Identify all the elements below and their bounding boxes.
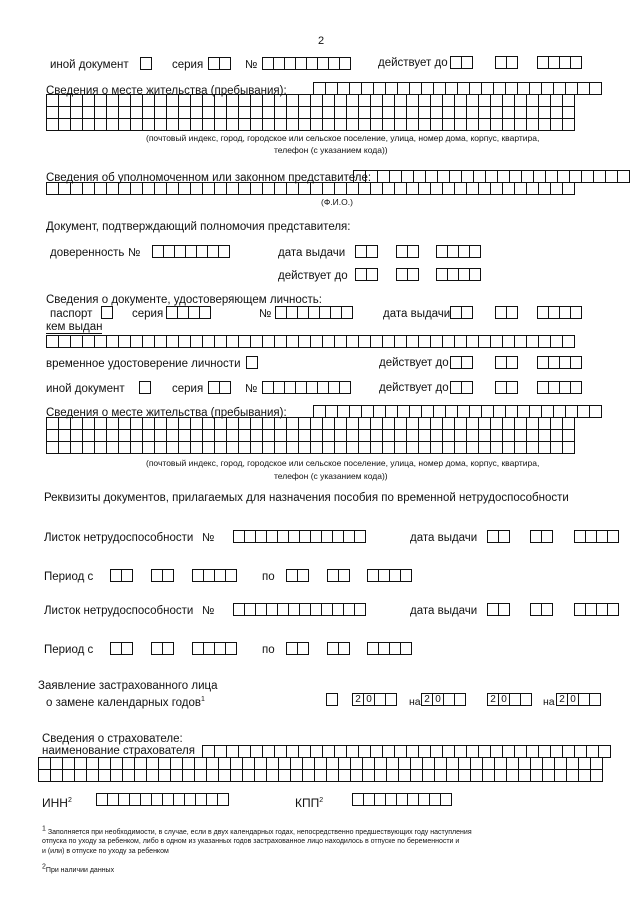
inn-label-text: ИНН bbox=[42, 796, 68, 810]
kpp-field[interactable] bbox=[352, 793, 451, 806]
address-hint-2: телефон (с указанием кода)) bbox=[274, 145, 388, 155]
id-other-number-label: № bbox=[245, 383, 258, 395]
footnote-1-mark: 1 bbox=[42, 825, 46, 833]
representative-grid-top[interactable] bbox=[353, 170, 629, 182]
issued-by-underline bbox=[46, 333, 102, 334]
address-hint-1: (почтовый индекс, город, городское или сельское поселение, улица, номер дома, корпус, квартира, bbox=[146, 133, 540, 143]
temp-id-valid-label: действует до bbox=[379, 357, 449, 369]
proxy-issue-day[interactable] bbox=[355, 245, 377, 258]
id-other-valid-year[interactable] bbox=[537, 381, 581, 394]
sick-leave-1-number-label: № bbox=[202, 532, 215, 544]
other-doc-label: иной документ bbox=[50, 59, 129, 71]
period-2-from-label: Период с bbox=[44, 644, 94, 656]
period-1-from-day[interactable] bbox=[110, 569, 132, 582]
sick-leave-2-issue-label: дата выдачи bbox=[410, 605, 478, 617]
temp-id-valid-day[interactable] bbox=[450, 356, 472, 369]
temp-id-label: временное удостоверение личности bbox=[46, 358, 241, 370]
statement-label-2 bbox=[46, 698, 205, 710]
proxy-label: доверенность bbox=[50, 247, 125, 259]
footnote-1-text-1: Заполняется при необходимости, в случае, если в двух календарных годах, непосредственно предшествующих году наступления bbox=[47, 829, 472, 836]
sick-leave-1-issue-month[interactable] bbox=[530, 530, 552, 543]
passport-series-field[interactable] bbox=[166, 306, 210, 319]
representative-grid[interactable] bbox=[46, 182, 574, 194]
period-2-to-day[interactable] bbox=[286, 642, 308, 655]
proxy-valid-year[interactable] bbox=[436, 268, 480, 281]
proxy-valid-month[interactable] bbox=[396, 268, 418, 281]
footnote-ref-1: 1 bbox=[201, 696, 205, 704]
authority-label: Документ, подтверждающий полномочия представителя: bbox=[46, 221, 351, 233]
valid-until-label: действует до bbox=[378, 57, 448, 69]
valid-until-month[interactable] bbox=[495, 56, 517, 69]
footnote-ref-2-kpp: 2 bbox=[319, 797, 324, 804]
footnote-ref-2-inn: 2 bbox=[67, 797, 72, 804]
number-label: № bbox=[245, 59, 258, 71]
insurer-label: Сведения о страхователе: bbox=[42, 733, 183, 745]
period-1-from-label: Период с bbox=[44, 571, 94, 583]
id-residence-grid-top[interactable] bbox=[313, 405, 601, 417]
id-residence-label: Сведения о месте жительства (пребывания): bbox=[46, 407, 287, 419]
statement-checkbox[interactable] bbox=[326, 693, 337, 706]
period-2-from-year[interactable] bbox=[192, 642, 236, 655]
proxy-issue-label: дата выдачи bbox=[278, 247, 346, 259]
id-address-hint-1: (почтовый индекс, город, городское или сельское поселение, улица, номер дома, корпус, квартира, bbox=[146, 458, 540, 468]
id-other-valid-label: действует до bbox=[379, 382, 449, 394]
residence-grid[interactable] bbox=[46, 94, 574, 130]
id-other-series-field[interactable] bbox=[208, 381, 230, 394]
year-2-to-d1: 2 bbox=[556, 693, 568, 706]
year-1-from-d1: 2 bbox=[352, 693, 364, 706]
sick-leave-2-label: Листок нетрудоспособности bbox=[44, 605, 194, 617]
id-other-valid-day[interactable] bbox=[450, 381, 472, 394]
identity-label: Сведения о документе, удостоверяющем личность: bbox=[46, 294, 322, 306]
footnote-1-line-3: и (или) в отпуске по уходу за ребенком bbox=[42, 847, 169, 855]
year-2-from-d1: 2 bbox=[487, 693, 499, 706]
passport-issue-day[interactable] bbox=[450, 306, 472, 319]
id-other-valid-month[interactable] bbox=[495, 381, 517, 394]
year-1-to-label: на bbox=[409, 696, 421, 708]
id-address-hint-2: телефон (с указанием кода)) bbox=[274, 471, 388, 481]
issued-by-label: кем выдан bbox=[46, 321, 103, 333]
footnote-2-text: При наличии данных bbox=[45, 867, 115, 874]
id-other-series-label: серия bbox=[172, 383, 204, 395]
residence-grid-top[interactable] bbox=[313, 82, 601, 94]
footnote-1 bbox=[42, 825, 472, 856]
sick-leave-1-issue-label: дата выдачи bbox=[410, 532, 478, 544]
footnote-2 bbox=[42, 863, 115, 875]
year-2-from-d2: 0 bbox=[498, 693, 510, 706]
passport-checkbox[interactable] bbox=[101, 306, 112, 319]
year-1-from-d2: 0 bbox=[363, 693, 375, 706]
series-field[interactable] bbox=[208, 57, 230, 70]
period-1-from-month[interactable] bbox=[151, 569, 173, 582]
year-2-to[interactable] bbox=[556, 693, 600, 706]
period-1-to-day[interactable] bbox=[286, 569, 308, 582]
footnote-1-line-2: отпуска по уходу за ребенком, либо в одном из указанных годов застрахованное лицо находилось в отпуске по беременности и bbox=[42, 838, 460, 846]
passport-number-label: № bbox=[259, 308, 272, 320]
id-other-doc-label: иной документ bbox=[46, 383, 125, 395]
footnote-2-mark: 2 bbox=[42, 863, 46, 871]
proxy-issue-year[interactable] bbox=[436, 245, 480, 258]
footnote-1-line-1 bbox=[42, 825, 472, 837]
temp-id-checkbox[interactable] bbox=[246, 356, 257, 369]
proxy-valid-day[interactable] bbox=[355, 268, 377, 281]
period-1-to-label: по bbox=[262, 571, 275, 583]
fio-hint: (Ф.И.О.) bbox=[321, 197, 353, 207]
series-label: серия bbox=[172, 59, 204, 71]
insurer-name-grid-top[interactable] bbox=[202, 745, 610, 757]
year-2-to-d2: 0 bbox=[567, 693, 579, 706]
passport-issue-year[interactable] bbox=[537, 306, 581, 319]
period-1-to-month[interactable] bbox=[327, 569, 349, 582]
year-2-to-label: на bbox=[543, 696, 555, 708]
kpp-label-text: КПП bbox=[295, 796, 320, 810]
representative-label: Сведения об уполномоченном или законном представителе: bbox=[46, 172, 372, 184]
year-2-from[interactable] bbox=[487, 693, 531, 706]
valid-until-year[interactable] bbox=[537, 56, 581, 69]
sick-leave-2-issue-year[interactable] bbox=[574, 603, 618, 616]
inn-field[interactable] bbox=[96, 793, 228, 806]
year-1-to[interactable] bbox=[421, 693, 465, 706]
period-2-to-year[interactable] bbox=[367, 642, 411, 655]
id-residence-grid[interactable] bbox=[46, 417, 574, 453]
proxy-issue-month[interactable] bbox=[396, 245, 418, 258]
kpp-label bbox=[295, 797, 323, 809]
sick-leave-2-number[interactable] bbox=[233, 603, 365, 616]
sick-leave-2-issue-day[interactable] bbox=[487, 603, 509, 616]
inn-label bbox=[42, 797, 72, 809]
period-1-to-year[interactable] bbox=[367, 569, 411, 582]
other-doc-checkbox[interactable] bbox=[140, 57, 151, 70]
id-other-doc-checkbox[interactable] bbox=[139, 381, 150, 394]
statement-label-1: Заявление застрахованного лица bbox=[38, 680, 218, 692]
period-1-from-year[interactable] bbox=[192, 569, 236, 582]
temp-id-valid-month[interactable] bbox=[495, 356, 517, 369]
attached-label: Реквизиты документов, прилагаемых для назначения пособия по временной нетрудоспособности bbox=[44, 492, 569, 504]
year-1-to-d1: 2 bbox=[421, 693, 433, 706]
passport-number-field[interactable] bbox=[275, 306, 352, 319]
year-1-to-d2: 0 bbox=[432, 693, 444, 706]
sick-leave-1-issue-year[interactable] bbox=[574, 530, 618, 543]
sick-leave-2-issue-month[interactable] bbox=[530, 603, 552, 616]
sick-leave-1-label: Листок нетрудоспособности bbox=[44, 532, 194, 544]
passport-label: паспорт bbox=[50, 308, 93, 320]
page-number: 2 bbox=[318, 35, 325, 47]
residence-label: Сведения о месте жительства (пребывания): bbox=[46, 85, 287, 97]
period-2-to-month[interactable] bbox=[327, 642, 349, 655]
insurer-name-grid[interactable] bbox=[38, 757, 602, 781]
passport-issue-month[interactable] bbox=[495, 306, 517, 319]
number-field[interactable] bbox=[262, 57, 350, 70]
statement-label-2-text: о замене календарных годов bbox=[46, 697, 202, 709]
insurer-name-label: наименование страхователя bbox=[42, 745, 195, 757]
sick-leave-1-number[interactable] bbox=[233, 530, 365, 543]
period-2-from-month[interactable] bbox=[151, 642, 173, 655]
temp-id-valid-year[interactable] bbox=[537, 356, 581, 369]
period-2-from-day[interactable] bbox=[110, 642, 132, 655]
passport-issue-label: дата выдачи bbox=[383, 308, 451, 320]
issued-by-grid[interactable] bbox=[46, 335, 574, 347]
sick-leave-2-number-label: № bbox=[202, 605, 215, 617]
proxy-valid-label: действует до bbox=[278, 270, 348, 282]
valid-until-day[interactable] bbox=[450, 56, 472, 69]
id-other-number-field[interactable] bbox=[262, 381, 350, 394]
passport-series-label: серия bbox=[132, 308, 164, 320]
period-2-to-label: по bbox=[262, 644, 275, 656]
sick-leave-1-issue-day[interactable] bbox=[487, 530, 509, 543]
proxy-number-field[interactable] bbox=[152, 245, 229, 258]
year-1-from[interactable] bbox=[352, 693, 396, 706]
proxy-number-label: № bbox=[128, 247, 141, 259]
